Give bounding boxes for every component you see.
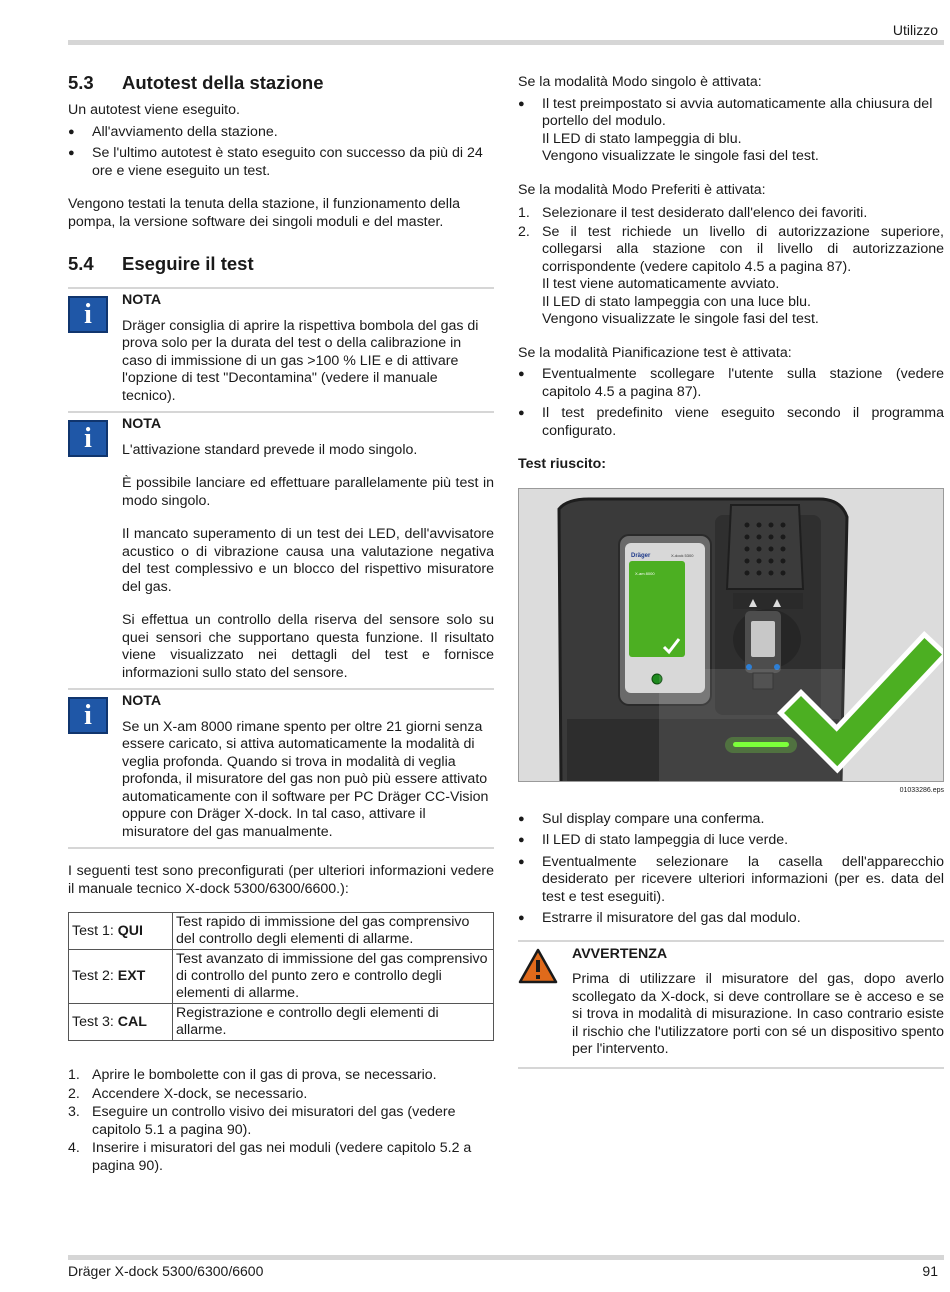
list-item [68,1086,494,1104]
note-text: Il mancato superamento di un test dei LED, dell'avvisatore acustico o di vibrazione causa una valutazione negativa del test complessivo e un blocco del rispettivo misuratore del gas. [122,526,494,595]
success-heading: Test riuscito: [518,456,607,472]
note-title: NOTA [122,693,162,709]
table-row [69,913,494,950]
step-text: Inserire i misuratori del gas nei moduli (vedere capitolo 5.2 a pagina 90). [92,1140,472,1174]
section-number: 5.3 [68,72,94,93]
figure-caption: 01033286.eps [899,786,944,794]
step-result: Vengono visualizzate le singole fasi del test. [542,311,819,327]
xdock-illustration [518,488,944,782]
step-text: Selezionare il test desiderato dall'elenco dei favoriti. [542,205,868,221]
single-mode-list [518,96,944,166]
note-text: Se un X-am 8000 rimane spento per oltre 21 giorni senza essere caricato, si attiva automaticamente la modalità di veglia profonda. Quando si trova in modalità di veglia profonda, il misuratore del gas non può più essere attivato automaticamente con il software per PC Dräger CC-Vision oppure con Dräger X-dock. In tal caso, attivare il misuratore del gas manualmente. [122,718,489,840]
test-label-cell [69,913,173,950]
autotest-intro: Un autotest viene eseguito. [68,102,240,118]
schedule-list [518,366,944,440]
note-title: NOTA [122,292,162,308]
test-label-cell [69,950,173,1004]
autotest-paragraph: Vengono testati la tenuta della stazione, il funzionamento della pompa, la versione software dei singoli moduli e del master. [68,196,461,230]
single-mode-intro: Se la modalità Modo singolo è attivata: [518,74,762,90]
test-code: EXT [117,968,146,984]
section-title: Eseguire il test [122,253,254,274]
step-result: Il test viene automaticamente avviato. [542,276,780,292]
warning-triangle-icon [518,948,558,984]
tests-table [68,912,494,1041]
info-icon: i [68,296,108,333]
warning-text: Prima di utilizzare il misuratore del gas, dopo averlo scollegato da X-dock, si deve controllare se è acceso e se si trova in modalità di misurazione. In caso contrario esiste il rischio che l'utilizzatore porti con sé un dispositivo spento per l'intervento. [572,971,944,1057]
note-box [68,287,494,411]
page-number: 91 [922,1263,938,1279]
list-text: Il LED di stato lampeggia di blu. [542,130,742,147]
section-5-4-heading [68,253,494,275]
list-item: ● All'avviamento della stazione. [68,124,494,142]
favorites-steps [518,205,944,329]
tests-intro: I seguenti test sono preconfigurati (per ulteriori informazioni vedere il manuale tecnico X-dock 5300/6300/6600.): [68,863,494,897]
note-box [68,688,494,849]
test-description: Test rapido di immissione del gas comprensivo del controllo degli elementi di allarme. [173,913,494,950]
list-item: ● Estrarre il misuratore del gas dal modulo. [518,910,944,928]
list-item: ● Eventualmente selezionare la casella dell'apparecchio desiderato per ricevere ulteriori informazioni (per es. data del test e test eseguiti). [518,854,944,907]
list-item [518,96,944,166]
test-code: CAL [117,1013,147,1030]
note-box [68,411,494,688]
section-5-3-heading [68,72,494,94]
step-number: 4. [68,1140,80,1156]
list-text: ● Il test preimpostato si avvia automaticamente alla chiusura del portello del modulo. [542,95,933,129]
model-label: X-dock 5300 [671,552,694,558]
list-item [518,224,944,329]
left-column [68,72,494,1175]
note-text: L'attivazione standard prevede il modo singolo. [122,441,418,458]
info-icon: i [68,420,108,457]
step-text: Aprire le bombolette con il gas di prova, se necessario. [92,1067,437,1083]
step-number: 1. [518,205,530,221]
list-item: ● Il test predefinito viene eseguito secondo il programma configurato. [518,405,944,440]
test-code: QUI [117,922,143,939]
note-text: È possibile lanciare ed effettuare parallelamente più test in modo singolo. [122,475,494,509]
section-title: Autotest della stazione [122,72,324,93]
test-label: Test 2: [72,968,118,984]
info-icon: i [68,697,108,734]
list-text: Vengono visualizzate le singole fasi del test. [542,148,819,164]
xdock-station-image [519,489,944,782]
note-title: NOTA [122,416,162,432]
list-item: ● Se l'ultimo autotest è stato eseguito con successo da più di 24 ore e viene eseguito un test. [68,145,494,180]
list-item [68,1104,494,1139]
footer-rule [68,1255,944,1260]
table-row [69,1004,494,1041]
schedule-intro: Se la modalità Pianificazione test è attivata: [518,344,792,361]
brand-label: Dräger [631,552,651,559]
step-number: 2. [68,1085,80,1102]
section-number: 5.4 [68,253,94,274]
test-description: Registrazione e controllo degli elementi di allarme. [173,1004,494,1041]
list-item [68,1140,494,1175]
module-lid [727,505,803,589]
step-text: Eseguire un controllo visivo dei misuratori del gas (vedere capitolo 5.1 a pagina 90). [92,1104,456,1138]
right-column [518,72,944,1069]
list-item: ● Eventualmente scollegare l'utente sulla stazione (vedere capitolo 4.5 a pagina 87). [518,366,944,401]
list-item [68,1067,494,1085]
step-number: 2. [518,223,530,240]
list-item: ● Sul display compare una conferma. [518,811,944,829]
warning-title: AVVERTENZA [572,945,668,962]
note-text: Dräger consiglia di aprire la rispettiva bombola del gas di prova solo per la durata del test o della calibrazione in caso di immissione di un gas >100 % LIE e di attivare l'opzione di test "Decontamina" (vedere il manuale tecnico). [122,317,479,404]
step-number: 3. [68,1104,80,1120]
autotest-bullets [68,124,494,181]
header-rule [68,40,944,45]
steps-list [68,1067,494,1175]
footer-product: Dräger X-dock 5300/6300/6600 [68,1263,264,1279]
step-number: 1. [68,1067,80,1083]
test-label: Test 3: [72,1013,118,1030]
step-text: Se il test richiede un livello di autorizzazione superiore, collegarsi alla stazione con il livello di autorizzazione corrispondente (vedere capitolo 4.5 a pagina 87). [542,223,944,275]
favorites-intro: Se la modalità Modo Preferiti è attivata: [518,181,766,198]
step-result: Il LED di stato lampeggia con una luce blu. [542,293,811,310]
screen-label: X-am 8000 [635,570,655,576]
test-label-cell [69,1004,173,1041]
note-text: Si effettua un controllo della riserva del sensore solo su quei sensori che supportano questa funzione. Il risultato viene visualizzato nei dettagli del test e fornisce informazioni sullo stato del sensore. [122,612,494,681]
list-item: ● Il LED di stato lampeggia di luce verde. [518,832,944,850]
list-item [518,205,944,223]
header-section-label: Utilizzo [892,22,938,38]
step-text: Accendere X-dock, se necessario. [92,1085,308,1102]
test-label: Test 1: [72,922,118,939]
test-description: Test avanzato di immissione del gas comprensivo di controllo del punto zero e controllo degli elementi di allarme. [173,950,494,1004]
warning-box [518,940,944,1069]
table-row [69,950,494,1004]
success-list [518,811,944,928]
